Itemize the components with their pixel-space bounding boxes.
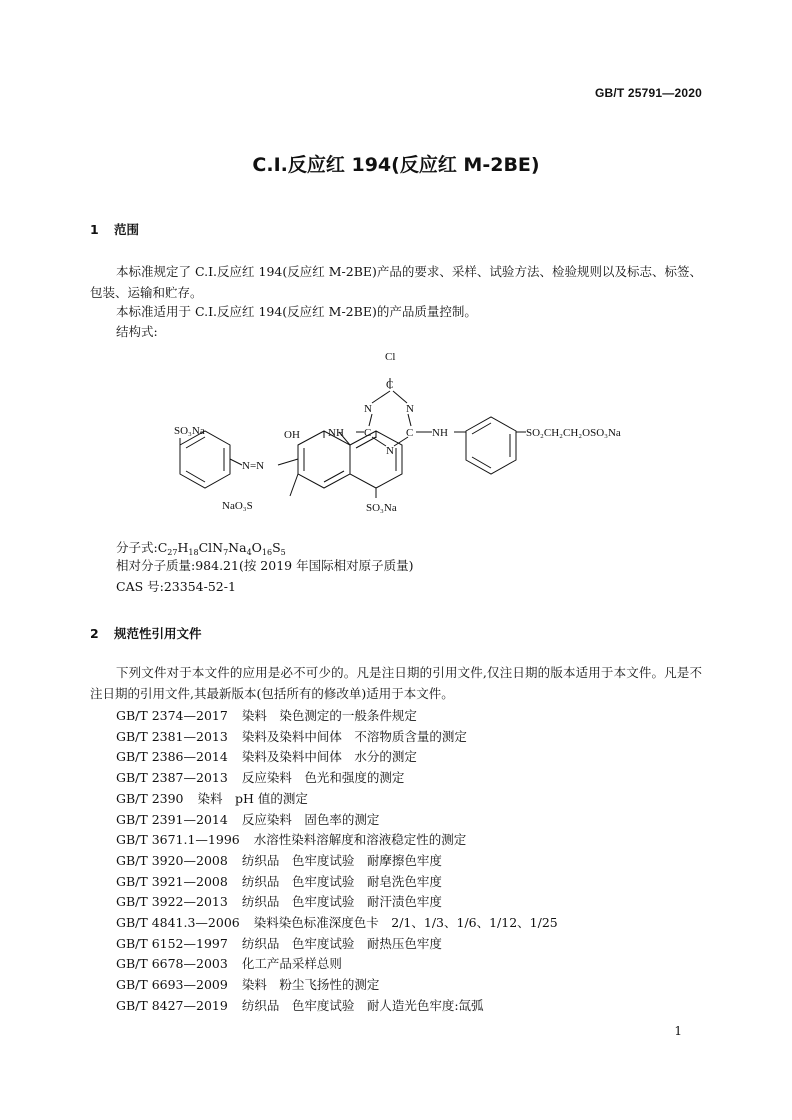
reference-code: GB/T 2386—2014 <box>116 749 228 765</box>
formula-subscript: 7 <box>223 548 229 557</box>
reference-title: 纺织品 色牢度试验 耐汗渍色牢度 <box>241 894 442 910</box>
benzene-ring-right <box>466 417 516 474</box>
reference-code: GB/T 8427—2019 <box>116 997 228 1013</box>
reference-code: GB/T 3920—2008 <box>116 852 228 868</box>
reference-title: 纺织品 色牢度试验 耐皂洗色牢度 <box>241 873 442 889</box>
reference-title: 纺织品 色牢度试验 耐摩擦色牢度 <box>241 852 442 868</box>
reference-code: GB/T 2390 <box>116 790 184 806</box>
chem-label-n-right: N <box>406 403 414 415</box>
molecular-formula-value <box>158 540 286 555</box>
formula-element: S <box>272 540 281 555</box>
reference-item <box>116 747 417 768</box>
reference-item <box>116 954 342 975</box>
reference-code: GB/T 6678—2003 <box>116 956 228 972</box>
reference-code: GB/T 3921—2008 <box>116 873 228 889</box>
cas-number: CAS 号:23354-52-1 <box>116 579 236 594</box>
section-1-title: 范围 <box>114 222 140 237</box>
reference-title: 化工产品采样总则 <box>241 956 342 972</box>
reference-item <box>116 851 442 872</box>
reference-title: 染料染色标准深度色卡 2/1、1/3、1/6、1/12、1/25 <box>253 915 558 930</box>
chem-label-azo: N=N <box>242 460 265 472</box>
reference-code: GB/T 2391—2014 <box>116 811 228 827</box>
reference-code: GB/T 4841.3—2006 <box>116 915 240 930</box>
chem-label-n-left: N <box>364 403 372 415</box>
molecular-formula <box>116 538 286 557</box>
section-1-heading <box>90 220 139 238</box>
formula-subscript: 5 <box>280 548 286 557</box>
chem-label-nao3s: NaO₃S <box>222 500 253 512</box>
benzene-ring-left <box>180 431 230 488</box>
reference-item <box>116 706 417 727</box>
reference-item <box>116 975 379 996</box>
reference-item <box>116 789 308 810</box>
reference-code: GB/T 2387—2013 <box>116 770 228 786</box>
naphthalene-ring-a <box>298 431 350 488</box>
chem-label-oh: OH <box>284 429 300 441</box>
section-1-number: 1 <box>90 222 99 237</box>
reference-item <box>116 768 404 789</box>
reference-title: 染料及染料中间体 水分的测定 <box>241 749 417 765</box>
reference-code: GB/T 2374—2017 <box>116 708 228 723</box>
reference-title: 纺织品 色牢度试验 耐热压色牢度 <box>241 935 442 951</box>
reference-title: 染料及染料中间体 不溶物质含量的测定 <box>241 728 467 744</box>
reference-item <box>116 830 466 851</box>
reference-item <box>116 810 379 831</box>
reference-item <box>116 934 442 955</box>
formula-element: H <box>177 540 189 555</box>
reference-title: 纺织品 色牢度试验 耐人造光色牢度:氙弧 <box>241 997 484 1013</box>
formula-subscript: 16 <box>261 548 273 557</box>
reference-item <box>116 727 467 748</box>
reference-title: 染料 染色测定的一般条件规定 <box>241 708 417 723</box>
section-2-title: 规范性引用文件 <box>114 626 202 641</box>
chem-label-so3na-top: SO₃Na <box>174 425 205 437</box>
reference-title: 反应染料 色光和强度的测定 <box>241 770 405 786</box>
formula-subscript: 27 <box>167 548 178 557</box>
reference-code: GB/T 6693—2009 <box>116 977 228 993</box>
chem-label-so3na-bottom: SO₃Na <box>366 502 397 514</box>
document-title: C.I.反应红 194(反应红 M-2BE) <box>252 154 540 176</box>
reference-title: 染料 粉尘飞扬性的测定 <box>241 977 380 993</box>
scope-paragraph-1: 本标准规定了 C.I.反应红 194(反应红 M-2BE)产品的要求、采样、试验方法、检验规则以及标志、标签、包装、运输和贮存。 <box>90 264 702 300</box>
chem-label-cl: Cl <box>385 351 396 363</box>
reference-code: GB/T 3671.1—1996 <box>116 832 240 848</box>
molecular-mass: 相对分子质量:984.21(按 2019 年国际相对原子质量) <box>116 558 414 573</box>
reference-code: GB/T 6152—1997 <box>116 935 228 951</box>
chem-label-c-top: C <box>386 379 394 391</box>
section-2-heading <box>90 624 202 642</box>
formula-element: Na <box>228 540 247 555</box>
structural-formula <box>150 346 642 520</box>
formula-subscript: 18 <box>188 548 199 557</box>
chem-label-nh-left: NH <box>328 427 344 439</box>
chem-label-n-bottom: N <box>386 445 394 457</box>
chem-label-nh-right: NH <box>432 427 448 439</box>
chem-label-c-right: C <box>406 427 414 439</box>
chem-label-side-chain: SO₂CH₂CH₂OSO₃Na <box>526 427 621 439</box>
formula-element: ClN <box>198 540 224 555</box>
reference-code: GB/T 2381—2013 <box>116 728 228 744</box>
structure-label: 结构式: <box>116 324 158 339</box>
reference-title: 染料 pH 值的测定 <box>197 790 308 806</box>
page-number: 1 <box>674 1024 682 1038</box>
reference-title: 水溶性染料溶解度和溶液稳定性的测定 <box>253 832 467 848</box>
references-intro: 下列文件对于本文件的应用是必不可少的。凡是注日期的引用文件,仅注日期的版本适用于本文件。凡是不注日期的引用文件,其最新版本(包括所有的修改单)适用于本文件。 <box>90 665 702 701</box>
standard-number: GB/T 25791—2020 <box>594 86 702 100</box>
reference-item <box>116 913 558 934</box>
chem-label-c-left: C <box>364 427 372 439</box>
reference-code: GB/T 3922—2013 <box>116 894 228 910</box>
formula-element: C <box>157 540 168 555</box>
formula-subscript: 4 <box>246 548 252 557</box>
section-2-number: 2 <box>90 626 99 641</box>
scope-paragraph-2: 本标准适用于 C.I.反应红 194(反应红 M-2BE)的产品质量控制。 <box>116 304 477 319</box>
reference-item <box>116 872 442 893</box>
reference-item <box>116 996 484 1017</box>
formula-element: O <box>251 540 262 555</box>
molecular-formula-label: 分子式: <box>116 540 158 555</box>
reference-title: 反应染料 固色率的测定 <box>241 811 380 827</box>
reference-item <box>116 892 442 913</box>
